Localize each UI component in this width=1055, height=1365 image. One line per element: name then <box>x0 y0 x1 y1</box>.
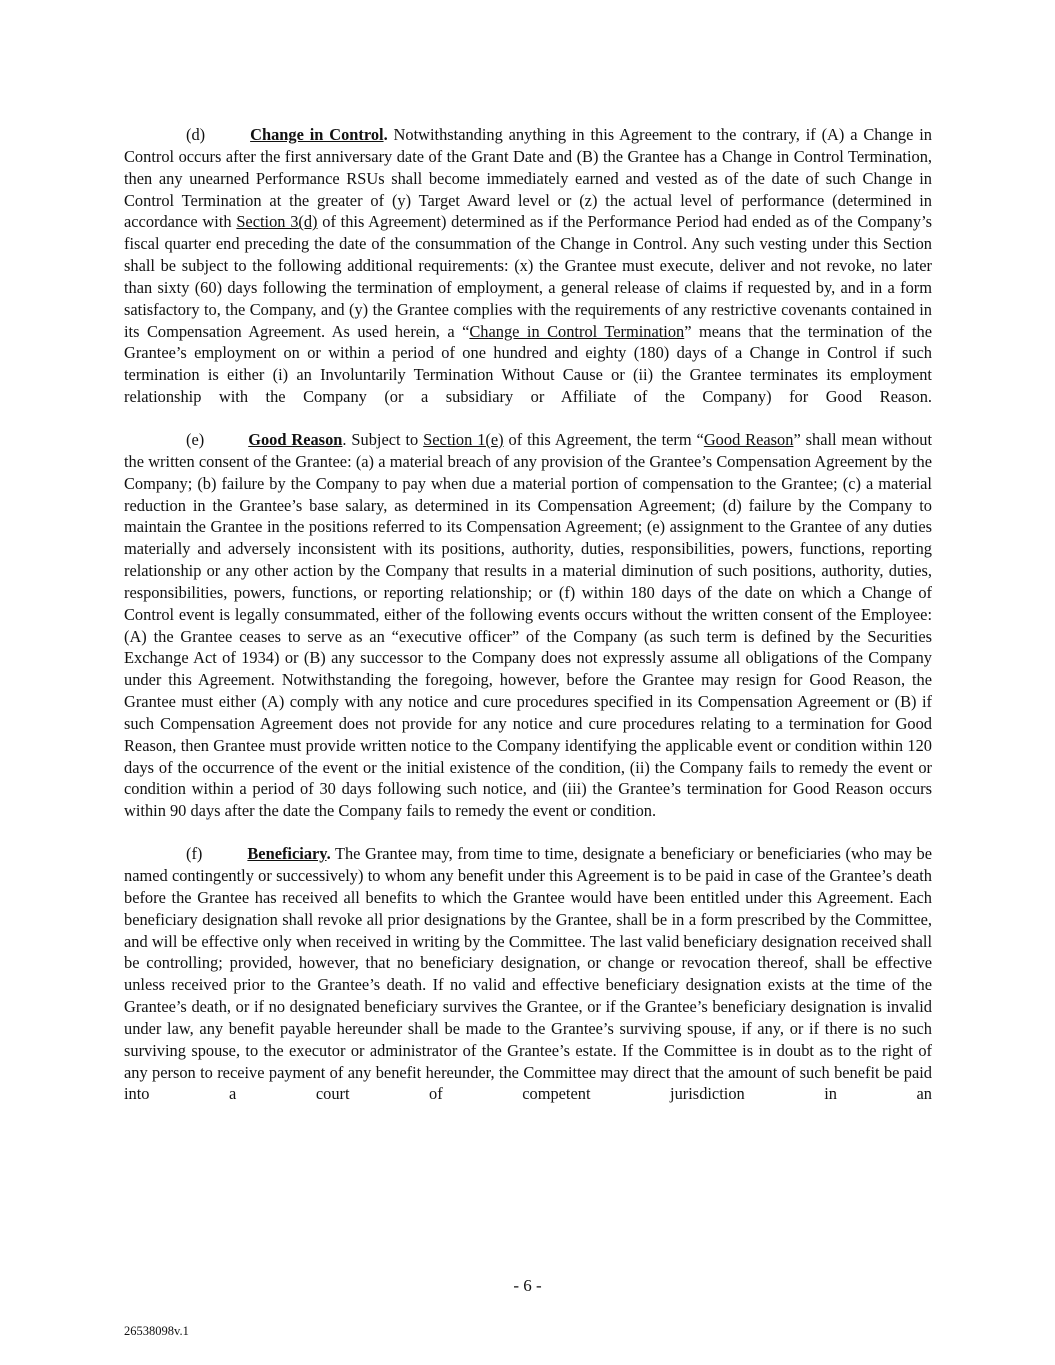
document-id: 26538098v.1 <box>124 1324 189 1338</box>
section-f-heading: Beneficiary <box>247 844 327 864</box>
section-f-text-1: The Grantee may, from time to time, designate a beneficiary or beneficiaries (who may be named contingently or successively) to whom any benefit under this Agreement is to be paid in case of the Grantee’s death before the Grantee has received all benefits to which the Grantee would have been entitled under this Agreement. Each beneficiary designation shall revoke all prior designations by the Grantee, shall be in a form prescribed by the Committee, and will be effective only when received in writing by the Committee. The last valid beneficiary designation received shall be controlling; provided, however, that no beneficiary designation, or change or revocation thereof, shall be effective unless received prior to the Grantee’s death. If no valid and effective beneficiary designation exists at the time of the Grantee’s death, or if no designated beneficiary survives the Grantee, or if the Grantee’s beneficiary designation is invalid under law, any benefit payable hereunder shall be made to the Grantee’s surviving spouse, if any, or if there is no such surviving spouse, to the executor or administrator of the Grantee’s estate. If the Committee is in doubt as to the right of any person to receive payment of any benefit hereunder, the Committee may direct that the amount of such benefit be paid into a court of competent jurisdiction in an <box>124 844 932 1104</box>
section-d-text-1: Notwithstanding anything in this Agreement to the contrary, if (A) a Change in Control occurs after the first anniversary date of the Grant Date and (B) the Grantee has a Change in Control Termination, then any unearned Performance RSUs shall become immediately earned and vested as of the date of such Change in Control Termination at the greater of (y) Target Award level or (z) the actual level of performance (determined in accordance with <box>124 125 932 232</box>
page-number: - 6 - <box>513 1276 542 1295</box>
section-d-text-2: of this Agreement) determined as if the Performance Period had ended as of the Company’s fiscal quarter end preceding the date of the consummation of the Change in Control. Any such vesting under this Section shall be subject to the following additional requirements: (x) the Grantee must execute, deliver and not revoke, no later than sixty (60) days following the termination of employment, a general release of claims if requested by, and in a form satisfactory to, the Company, and (y) the Grantee complies with the requirements of any restrictive covenants contained in its Compensation Agreement. As used herein, a “ <box>124 212 932 341</box>
section-e-paragraph <box>124 429 932 822</box>
section-f-paragraph <box>124 843 932 1105</box>
section-d-text-3: ” means that the termination of the Grantee’s employment on or within a period of one hundred and eighty (180) days of a Change in Control if such termination is either (i) an Involuntarily Termination Without Cause or (ii) the Grantee terminates its employment relationship with the Company (or a subsidiary or Affiliate of the Company) for Good Reason. <box>124 321 933 407</box>
section-d-heading-punct: . <box>383 125 388 144</box>
section-f-label: (f) <box>186 844 203 864</box>
section-d-ref-cic-termination: Change in Control Termination <box>469 321 685 341</box>
section-e-heading: Good Reason <box>248 429 343 449</box>
section-e-text-2: of this Agreement, the term “ <box>503 429 704 449</box>
section-e-text-3: ” shall mean without the written consent of the Grantee: (a) a material breach of any provision of the Grantee’s Compensation Agreement by the Company; (b) failure by the Company to pay when due a material portion of compensation to the Grantee; (c) a material reduction in the Grantee’s base salary, as determined in its Compensation Agreement; (d) failure by the Company to maintain the Grantee in the positions referred to its Compensation Agreement; (e) assignment to the Grantee of any duties materially and adversely inconsistent with its positions, authority, duties, responsibilities, powers, functions, reporting relationship or any other action by the Company that results in a material diminution of such positions, authority, duties, responsibilities, powers, functions, or reporting relationship; or (f) within 180 days of the date on which a Change of Control event is legally consummated, either of the following events occurs without the written consent of the Employee: (A) the Grantee ceases to serve as an “executive officer” of the Company (as such term is defined by the Securities Exchange Act of 1934) or (B) any successor to the Company does not expressly assume all obligations of the Company under this Agreement. Notwithstanding the foregoing, however, before the Grantee may resign for Good Reason, the Grantee must either (A) comply with any notice and cure procedures specified in its Compensation Agreement or (B) if such Compensation Agreement does not provide for any notice and cure procedures relating to a termination for Good Reason, then Grantee must provide written notice to the Company identifying the applicable event or condition within 120 days of the occurrence of the event or the initial existence of the condition, (ii) the Company fails to remedy the event or condition within a period of 30 days following such notice, and (iii) the Grantee’s termination for Good Reason occurs within 90 days after the date the Company fails to remedy the event or condition. <box>124 429 933 821</box>
section-d-heading: Change in Control <box>250 125 384 144</box>
section-d-label: (d) <box>186 125 206 144</box>
section-d-ref-section-3d: Section 3(d) <box>236 212 318 232</box>
section-f-heading-punct: . <box>326 844 331 864</box>
section-e-ref-good-reason: Good Reason <box>703 429 794 449</box>
section-d-paragraph <box>124 124 932 408</box>
section-e-label: (e) <box>186 429 205 449</box>
section-e-ref-section-1e: Section 1(e) <box>423 429 504 449</box>
document-page <box>124 124 932 1126</box>
section-e-text-1: . Subject to <box>342 429 424 449</box>
